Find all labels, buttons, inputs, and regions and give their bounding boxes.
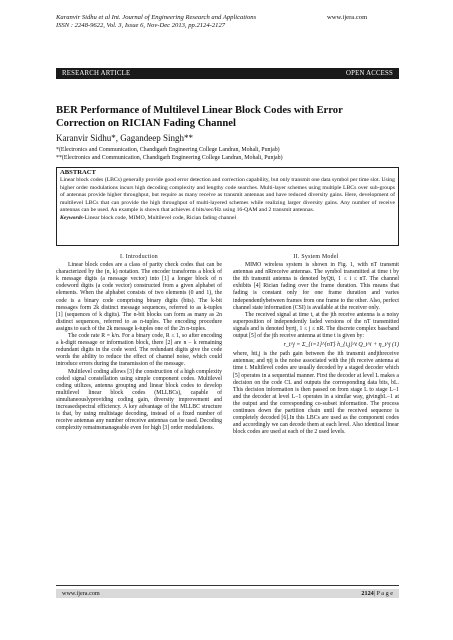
intro-paragraph: The code rate R = k/n. For a binary code, R ≤ 1, so after encoding a k-digit message or information block, there [2] are n − k remaining redundant digits in the code word. The redundant digits give the code words the ability to reduce the effect of channel noise, which could introduce errors during the transmission of the message. [56,333,222,368]
right-column [233,254,399,436]
affiliation-2: **(Electronics and Communication, Chandigarh Engineering College Landran, Mohali, Punjab) [56,155,283,161]
abstract-body: Linear block codes (LBCs) generally provide good error detection and correction capability, but only transmit one data symbol per time slot. Using higher order modulations incurs high decoding complexity and lengthy code searches. Multi-layer schemes using multiple LBCs over sub-groups of antennas provide higher throughput, but require as many receive as transmit antennas and have reduced diversity gains. Here, development of multilevel LBCs that can provide the high throughput of multi-layered schemes while realizing larger diversity gains. Any number of receive antennas can be used. An example is shown that achieves 4 bits/sec/Hz using 16-QAM and 2 transmit antennas. [60,177,395,214]
open-access-label: OPEN ACCESS [346,69,393,77]
left-column [56,254,222,432]
page-number-value: 2124 [361,590,374,597]
system-model-paragraph: The received signal at time t, at the jth receive antenna is a noisy superposition of independently faded versions of the nT transmitted signals and is denoted byrtj, 1 ≤ j ≤ nR. The discrete complex baseband output [5] of the jth receive antenna at time t is given by: [233,311,399,340]
section-heading-system-model: II. System Model [293,254,339,260]
paper-title: BER Performance of Multilevel Linear Block Codes with Error Correction on RICIAN Fading Channel [56,105,343,129]
intro-paragraph: Multilevel coding allows [3] the construction of a high complexity coded signal constellation using simple component codes. Multilevel coding utilizes, antenna grouping and linear block codes to develop multilevel linear block codes (MLLBCs), capable of simultaneouslyproviding coding gain, diversity improvement and increasedspectral efficiency. A key advantage of the MLLBC structure is that, by using multistage decoding, instead of a fixed number of receive antennas any number ofreceive antennas can be used. Decoding complexity remainsmanageable even for high [3] order modulations. [56,368,222,432]
abstract-heading: ABSTRACT [60,169,96,176]
authors: Karanvir Sidhu*, Gagandeep Singh** [56,133,193,143]
keywords [60,215,395,223]
system-model-paragraph: MIMO wireless system is shown in Fig. 1, with nT transmit antennas and nRreceive antennas. The symbol transmitted at time t by the ith transmit antenna is denoted byQti, 1 ≤ i ≤ nT. The channel exhibits [4] Rician fading over the frame duration. This means that fading is constant only for one frame duration and varies independentlybetween frames from one frame to the other. Also, perfect channel state information (CSI) is available at the receiver only. [233,262,399,311]
page-suffix: | P a g e [373,590,393,597]
page-number [361,590,393,597]
section-heading-introduction: I. Introduction [120,254,158,260]
footer-url[interactable]: www.ijera.com [62,590,100,597]
affiliation-1: *(Electronics and Communication, Chandigarh Engineering College Landran, Mohali, Punjab) [56,147,280,153]
intro-paragraph: Linear block codes are a class of parity check codes that can be characterized by the (n, k) notation. The encoder transforms a block of k message digits (a message vector) into [1] a longer block of n codeword digits (a code vector) constructed from a given alphabet of elements. When the alphabet consists of two elements (0 and 1), the code is a binary code comprising binary digits (bits). The k-bit messages form 2k distinct message sequences, referred to as k-tuples [1] (sequences of k digits). The n-bit blocks can form as many as 2n distinct sequences, referred to as n-tuples. The encoding procedure assigns to each of the 2k message k-tuples one of the 2n n-tuples. [56,262,222,332]
research-article-label: RESEARCH ARTICLE [62,69,131,77]
journal-line: Karanvir Sidhu et al Int. Journal of Engineering Research and Applications [56,14,257,21]
footer-bar [56,589,399,598]
issn-line: ISSN : 2248-9622, Vol. 3, Issue 6, Nov-Dec 2013, pp.2124-2127 [56,22,226,29]
system-model-paragraph: where, hti,j is the path gain between the ith transmit andjthreceive antennas; and ηtj is the noise associated with the jth receive antenna at time t. Multilevel codes are usually decoded by a staged decoder which [5] operates in a sequential manner. First the decoder at level L makes a decision on the code CL and outputs the corresponding data bits, bL. This decision information is then passed on from stage L to stage L−1 and the decoder at level L−1 operates in a similar way, givingbL−1 at the output and the corresponding co-subset information. The process continues down the partition chain until the received sequence is completely decoded [6].In this LBCs are used as the component codes and accordingly we can decode them at each level. Also identical linear block codes are used at each of the 2 used levels. [233,351,399,436]
keywords-text: Linear block code, MIMO, Multilevel code, Rician fading channel [84,214,237,221]
header-url[interactable]: www.ijera.com [327,14,368,21]
abstract-box [56,167,399,246]
footer-rule [56,585,399,586]
keywords-label: Keywords- [60,214,85,221]
equation-1: r_t^j = Σ_{i=1}^{nT} h_{i,j}^t Q_t^i + η_t^j (1) [283,342,399,349]
article-banner [56,68,399,79]
